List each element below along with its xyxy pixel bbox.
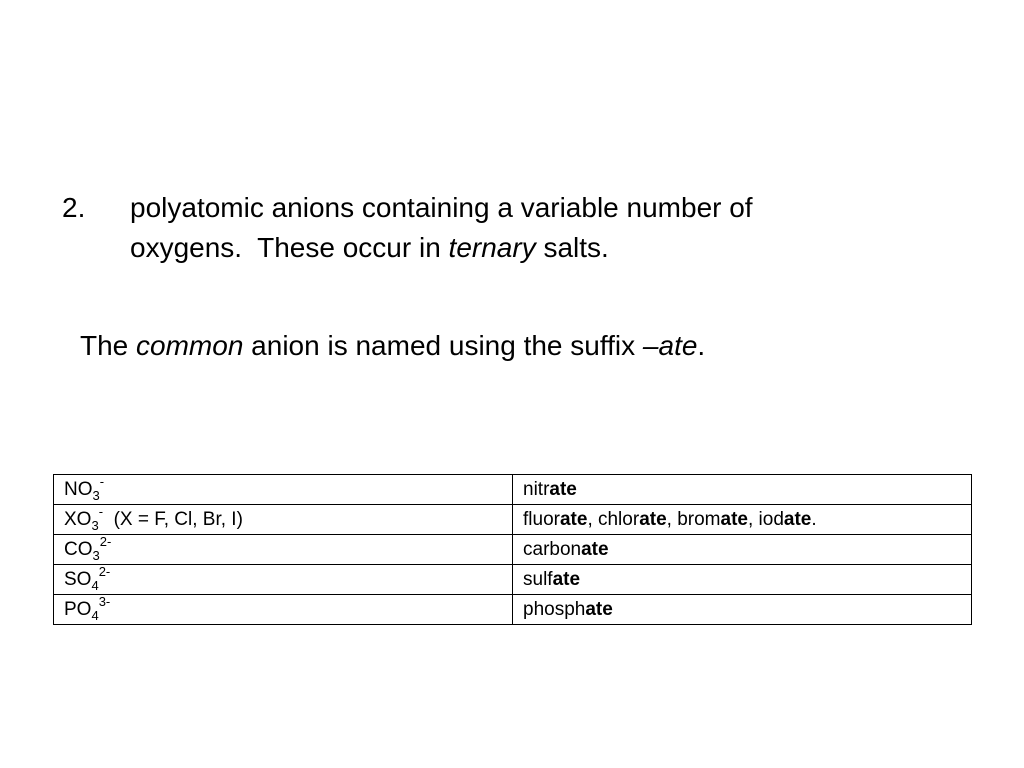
formula-subscript: 4 [91,607,99,623]
suffix-bold: ate [639,508,667,530]
name-part: carbon [523,538,582,560]
suffix-bold: ate [585,598,613,620]
formula-subscript: 3 [92,487,100,503]
name-part: . [811,508,817,530]
formula-cell [54,535,513,565]
item-line-2-end: salts. [535,232,609,263]
formula-subscript: 3 [91,517,99,533]
anion-table-body [54,475,972,625]
statement-start: The [80,330,137,361]
formula-base: NO [64,478,93,500]
item-text [130,188,950,268]
name-part: nitr [523,478,550,500]
formula-cell [54,595,513,625]
table-row [54,565,972,595]
formula-base: PO [64,598,92,620]
formula-cell [54,475,513,505]
anion-name-cell [513,535,972,565]
suffix-bold: ate [549,478,577,500]
name-part: , brom [666,508,721,530]
formula-subscript: 3 [92,547,100,563]
anion-name-cell [513,475,972,505]
suffix-bold: ate [720,508,748,530]
suffix-bold: ate [559,508,588,530]
item-number: 2. [62,192,86,223]
formula-base: CO [64,538,93,560]
suffix-bold: ate [552,568,581,590]
item-line-1: polyatomic anions containing a variable number of [130,192,753,223]
formula-superscript: - [98,503,104,519]
formula-superscript: 3- [98,593,111,609]
statement-end: . [697,330,706,361]
name-part: fluor [523,508,560,530]
formula-note: (X = F, Cl, Br, I) [103,508,243,530]
suffix-bold: ate [783,508,812,530]
name-part: , chlor [587,508,640,530]
formula-cell [54,565,513,595]
anion-name-cell [513,565,972,595]
suffix-bold: ate [581,538,609,560]
statement-middle: anion is named using the suffix [243,330,643,361]
anion-name-cell [513,505,972,535]
item-line-2 [130,228,950,268]
formula-superscript: 2- [98,563,111,579]
table-row [54,595,972,625]
formula-cell [54,505,513,535]
formula-subscript: 4 [91,577,99,593]
formula-superscript: 2- [99,533,112,549]
name-part: , iod [747,508,784,530]
item-line-2-start: oxygens. These occur in [130,232,449,263]
anion-name-cell [513,595,972,625]
statement-italic-word: common [136,330,244,361]
common-anion-statement [80,326,705,366]
formula-base: SO [64,568,92,590]
table-row [54,505,972,535]
item-italic-term: ternary [448,232,536,263]
table-row [54,535,972,565]
formula-base: XO [64,508,92,530]
anion-table [53,474,972,625]
table-row [54,475,972,505]
name-part: phosph [523,598,586,620]
formula-superscript: - [99,473,105,489]
statement-suffix: –ate [642,330,698,361]
name-part: sulf [523,568,553,590]
